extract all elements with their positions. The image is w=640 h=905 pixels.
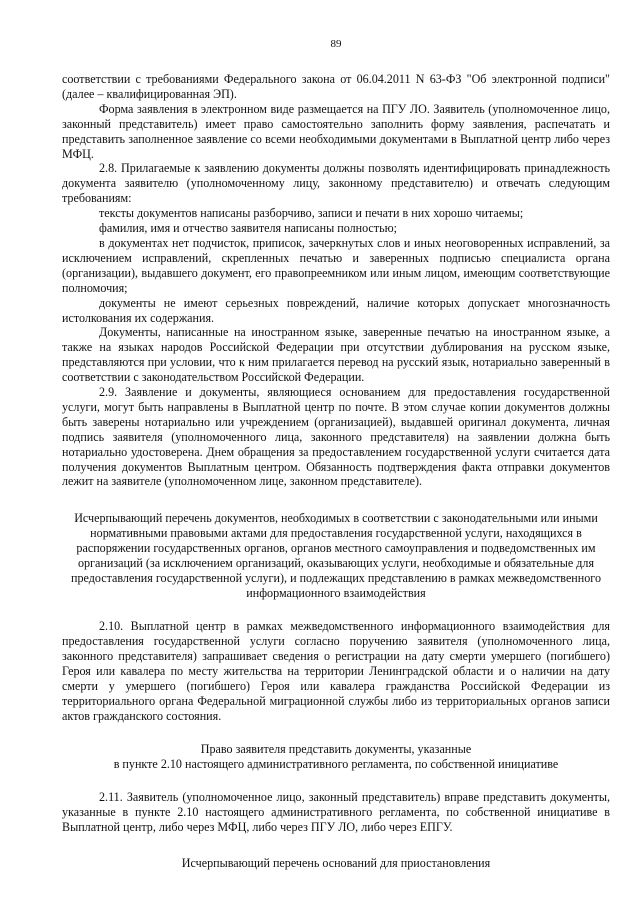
section-heading-documents-list: Исчерпывающий перечень документов, необходимых в соответствии с законодательными или иными нормативными правовыми актами для предоставления государственной услуги, находящихся в распоряжении государственных органов, органов местного самоуправления и подведомственных им организаций (за исключением организаций, оказывающих услуги, необходимые и обязательные для предоставления государственной услуги), и подлежащих представлению в рамках межведомственного информационного взаимодействия xyxy=(70,511,602,601)
paragraph-continuation: соответствии с требованиями Федерального закона от 06.04.2011 N 63-ФЗ "Об электронной подписи" (далее – квалифицированная ЭП). xyxy=(62,72,610,101)
section-heading-applicant-right xyxy=(62,742,610,772)
section-heading-suspension-grounds: Исчерпывающий перечень оснований для приостановления xyxy=(181,856,491,871)
paragraph-form-info: Форма заявления в электронном виде размещается на ПГУ ЛО. Заявитель (уполномоченное лицо, законный представитель) имеет право самостоятельно заполнить форму заявления, распечатать и представить заполненное заявление со всеми необходимыми документами в Выплатной центр либо через МФЦ. xyxy=(62,101,610,161)
paragraph-2-8: 2.8. Прилагаемые к заявлению документы должны позволять идентифицировать принадлежность документа заявителю (уполномоченному лицу, законному представителю) и отвечать следующим требованиям: xyxy=(62,161,610,206)
requirement-item: в документах нет подчисток, приписок, зачеркнутых слов и иных неоговоренных исправлений, за исключением исправлений, скрепленных печатью и заверенных подписью специалиста органа (организации), выдавшего документ, его правопреемником или иным лицом, имеющим соответствующие полномочия; xyxy=(62,235,610,295)
requirement-item: фамилия, имя и отчество заявителя написаны полностью; xyxy=(99,221,397,236)
requirement-item: тексты документов написаны разборчиво, записи и печати в них хорошо читаемы; xyxy=(99,206,524,221)
paragraph-2-9: 2.9. Заявление и документы, являющиеся основанием для предоставления государственной услуги, могут быть направлены в Выплатной центр по почте. В этом случае копии документов должны быть заверены нотариально или учреждением (организацией), выдавшей оригинал документа, личная подпись заявителя (уполномоченного лица, законного представителя) на заявлении должна быть нотариально удостоверена. Днем обращения за предоставлением государственной услуги считается дата получения документов Выплатным центром. Обязанность подтверждения факта отправки документов лежит на заявителе (уполномоченном лице, законном представителе). xyxy=(62,385,610,489)
body-text-top xyxy=(62,72,610,489)
requirement-item: документы не имеют серьезных повреждений, наличие которых допускает многозначность истолкования их содержания. xyxy=(62,295,610,325)
heading-line: Право заявителя представить документы, указанные xyxy=(200,741,472,756)
page-number: 89 xyxy=(330,38,342,50)
paragraph-foreign-docs: Документы, написанные на иностранном языке, заверенные печатью на иностранном языке, а также на языках народов Российской Федерации при отсутствии дублирования на русском языке, представляются при условии, что к ним прилагается перевод на русский язык, нотариально заверенный в соответствии с законодательством Российской Федерации. xyxy=(62,325,610,385)
heading-line: в пункте 2.10 настоящего административного регламента, по собственной инициативе xyxy=(113,756,559,771)
paragraph-2-11: 2.11. Заявитель (уполномоченное лицо, законный представитель) вправе представить документы, указанные в пункте 2.10 настоящего административного регламента, по собственной инициативе в Выплатной центр, либо через МФЦ, либо через ПГУ ЛО, либо через ЕПГУ. xyxy=(62,789,610,834)
paragraph-2-10: 2.10. Выплатной центр в рамках межведомственного информационного взаимодействия для предоставления государственной услуги согласно поручению заявителя (уполномоченного лица, законного представителя) запрашивает сведения о регистрации на дату смерти умершего (погибшего) Героя или кавалера по месту жительства на территории Ленинградской области и о наличии на дату смерти у умершего (погибшего) Героя или кавалера гражданства Российской Федерации из территориального органа Федеральной миграционной службы либо из территориальных органов записи актов гражданского состояния. xyxy=(62,619,610,723)
